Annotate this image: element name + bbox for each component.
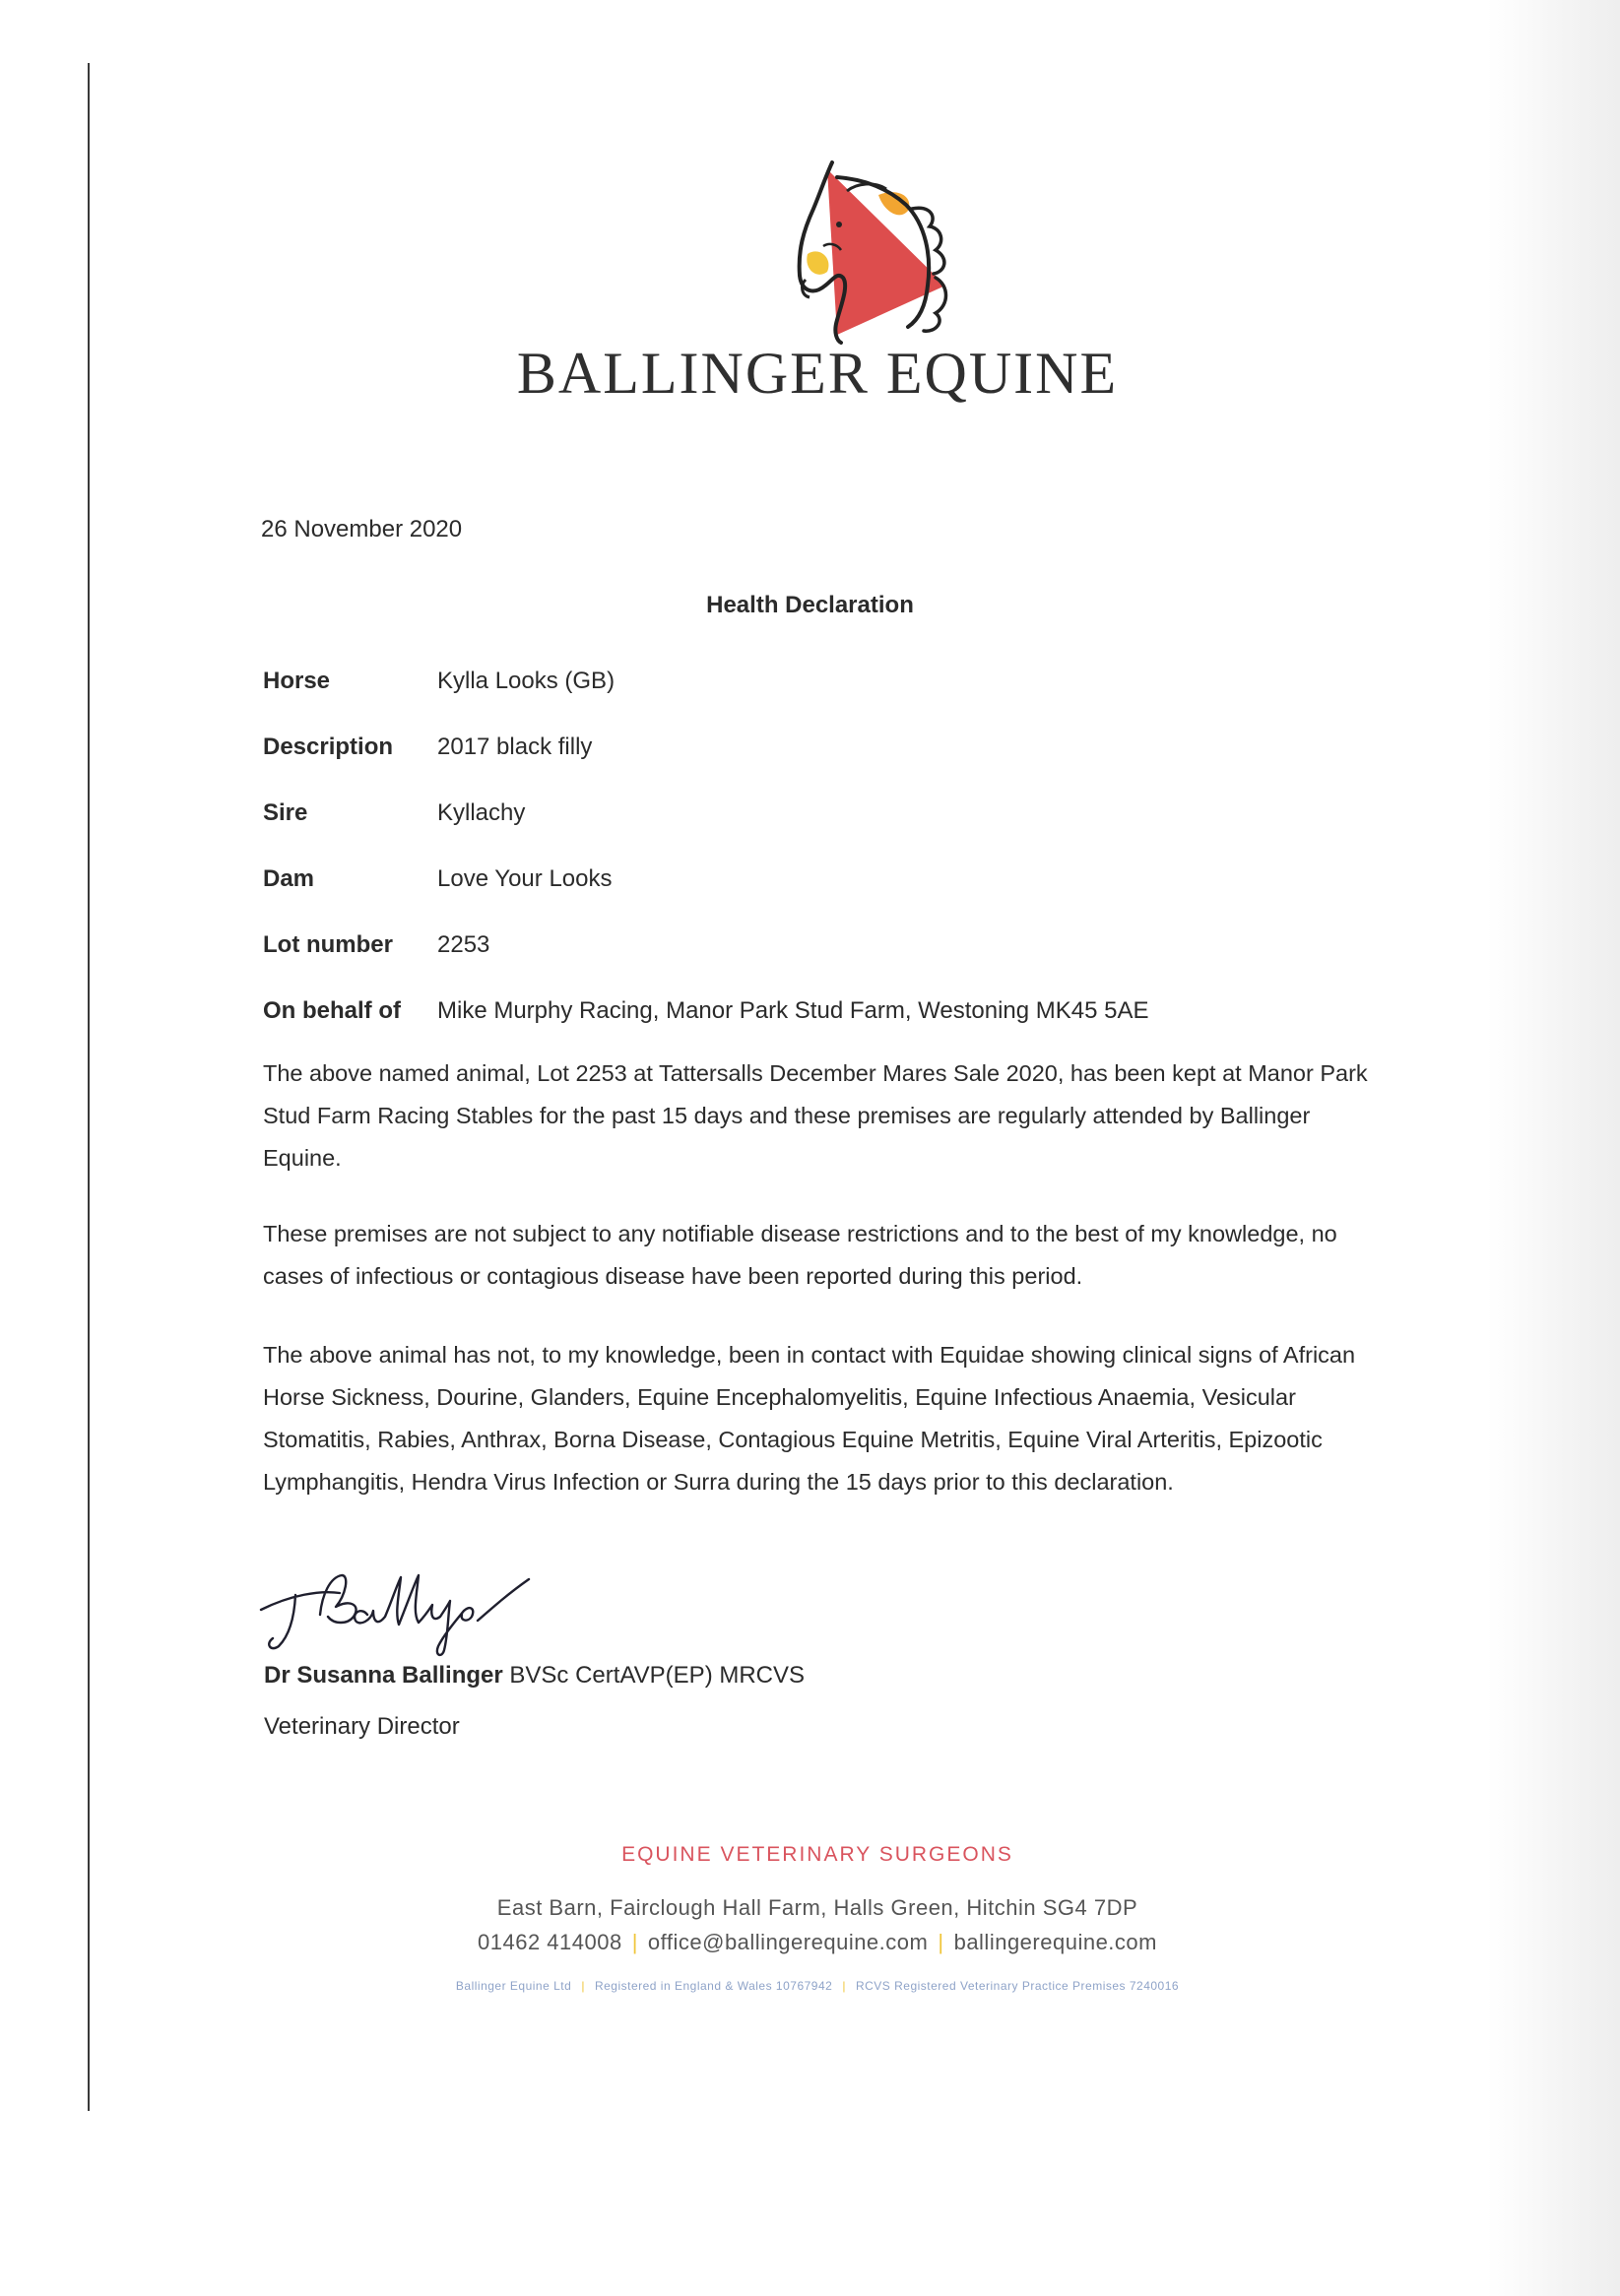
signatory-role: Veterinary Director	[264, 1713, 460, 1740]
footer-phone[interactable]: 01462 414008	[478, 1930, 622, 1954]
detail-value: Mike Murphy Racing, Manor Park Stud Farm, Westoning MK45 5AE	[437, 997, 1149, 1024]
detail-label: Horse	[263, 668, 331, 694]
separator: |	[938, 1930, 944, 1954]
separator: |	[631, 1930, 638, 1954]
detail-value: 2253	[437, 931, 490, 958]
signatory-name: Dr Susanna Ballinger	[264, 1662, 503, 1689]
detail-value: Kylla Looks (GB)	[437, 668, 616, 694]
scan-edge-shadow	[1487, 0, 1620, 2296]
footer-legal	[295, 1979, 1339, 1993]
separator: |	[842, 1979, 846, 1993]
detail-label: Sire	[263, 799, 308, 826]
signatory-line	[264, 1662, 805, 1690]
body-paragraph: These premises are not subject to any notifiable disease restrictions and to the best of my knowledge, no cases of infectious or contagious disease have been reported during this period.	[263, 1221, 1337, 1289]
company-logo	[512, 148, 1123, 414]
separator: |	[581, 1979, 585, 1993]
legal-registration: Registered in England & Wales 10767942	[594, 1979, 833, 1993]
body-paragraph: The above named animal, Lot 2253 at Tattersalls December Mares Sale 2020, has been kept at Manor Park Stud Farm Racing Stables for the past 15 days and these premises are regularly attended by Ballinger Equine.	[263, 1060, 1368, 1171]
legal-company: Ballinger Equine Ltd	[455, 1979, 572, 1993]
footer-website[interactable]: ballingerequine.com	[953, 1930, 1157, 1954]
scan-edge-line	[88, 63, 90, 2111]
legal-rcvs: RCVS Registered Veterinary Practice Premises 7240016	[855, 1979, 1180, 1993]
letter-date: 26 November 2020	[261, 516, 463, 542]
detail-value: 2017 black filly	[437, 733, 593, 760]
footer-address: East Barn, Fairclough Hall Farm, Halls Green, Hitchin SG4 7DP	[496, 1895, 1138, 1920]
signatory-credentials: BVSc CertAVP(EP) MRCVS	[509, 1662, 806, 1689]
footer-contact	[414, 1930, 1221, 1955]
brand-name: BALLINGER EQUINE	[516, 341, 1119, 406]
detail-label: Dam	[263, 865, 315, 892]
document-title: Health Declaration	[706, 592, 914, 618]
horse-head-logo-icon	[512, 148, 1123, 345]
body-paragraph: The above animal has not, to my knowledge, been in contact with Equidae showing clinical signs of African Horse Sickness, Dourine, Glanders, Equine Encephalomyelitis, Equine Infectious Anaemia, Vesicular Stomatitis, Rabies, Anthrax, Borna Disease, Contagious Equine Metritis, Equine Viral Arteritis, Epizootic Lymphangitis, Hendra Virus Infection or Surra during the 15 days prior to this declaration.	[263, 1342, 1356, 1495]
detail-label: Lot number	[263, 931, 393, 958]
detail-label: Description	[263, 733, 394, 760]
detail-value: Love Your Looks	[437, 865, 613, 892]
detail-value: Kyllachy	[437, 799, 526, 826]
footer-heading: EQUINE VETERINARY SURGEONS	[621, 1843, 1013, 1866]
handwritten-signature-icon	[251, 1556, 547, 1664]
detail-label: On behalf of	[263, 997, 401, 1024]
footer-email[interactable]: office@ballingerequine.com	[647, 1930, 929, 1954]
